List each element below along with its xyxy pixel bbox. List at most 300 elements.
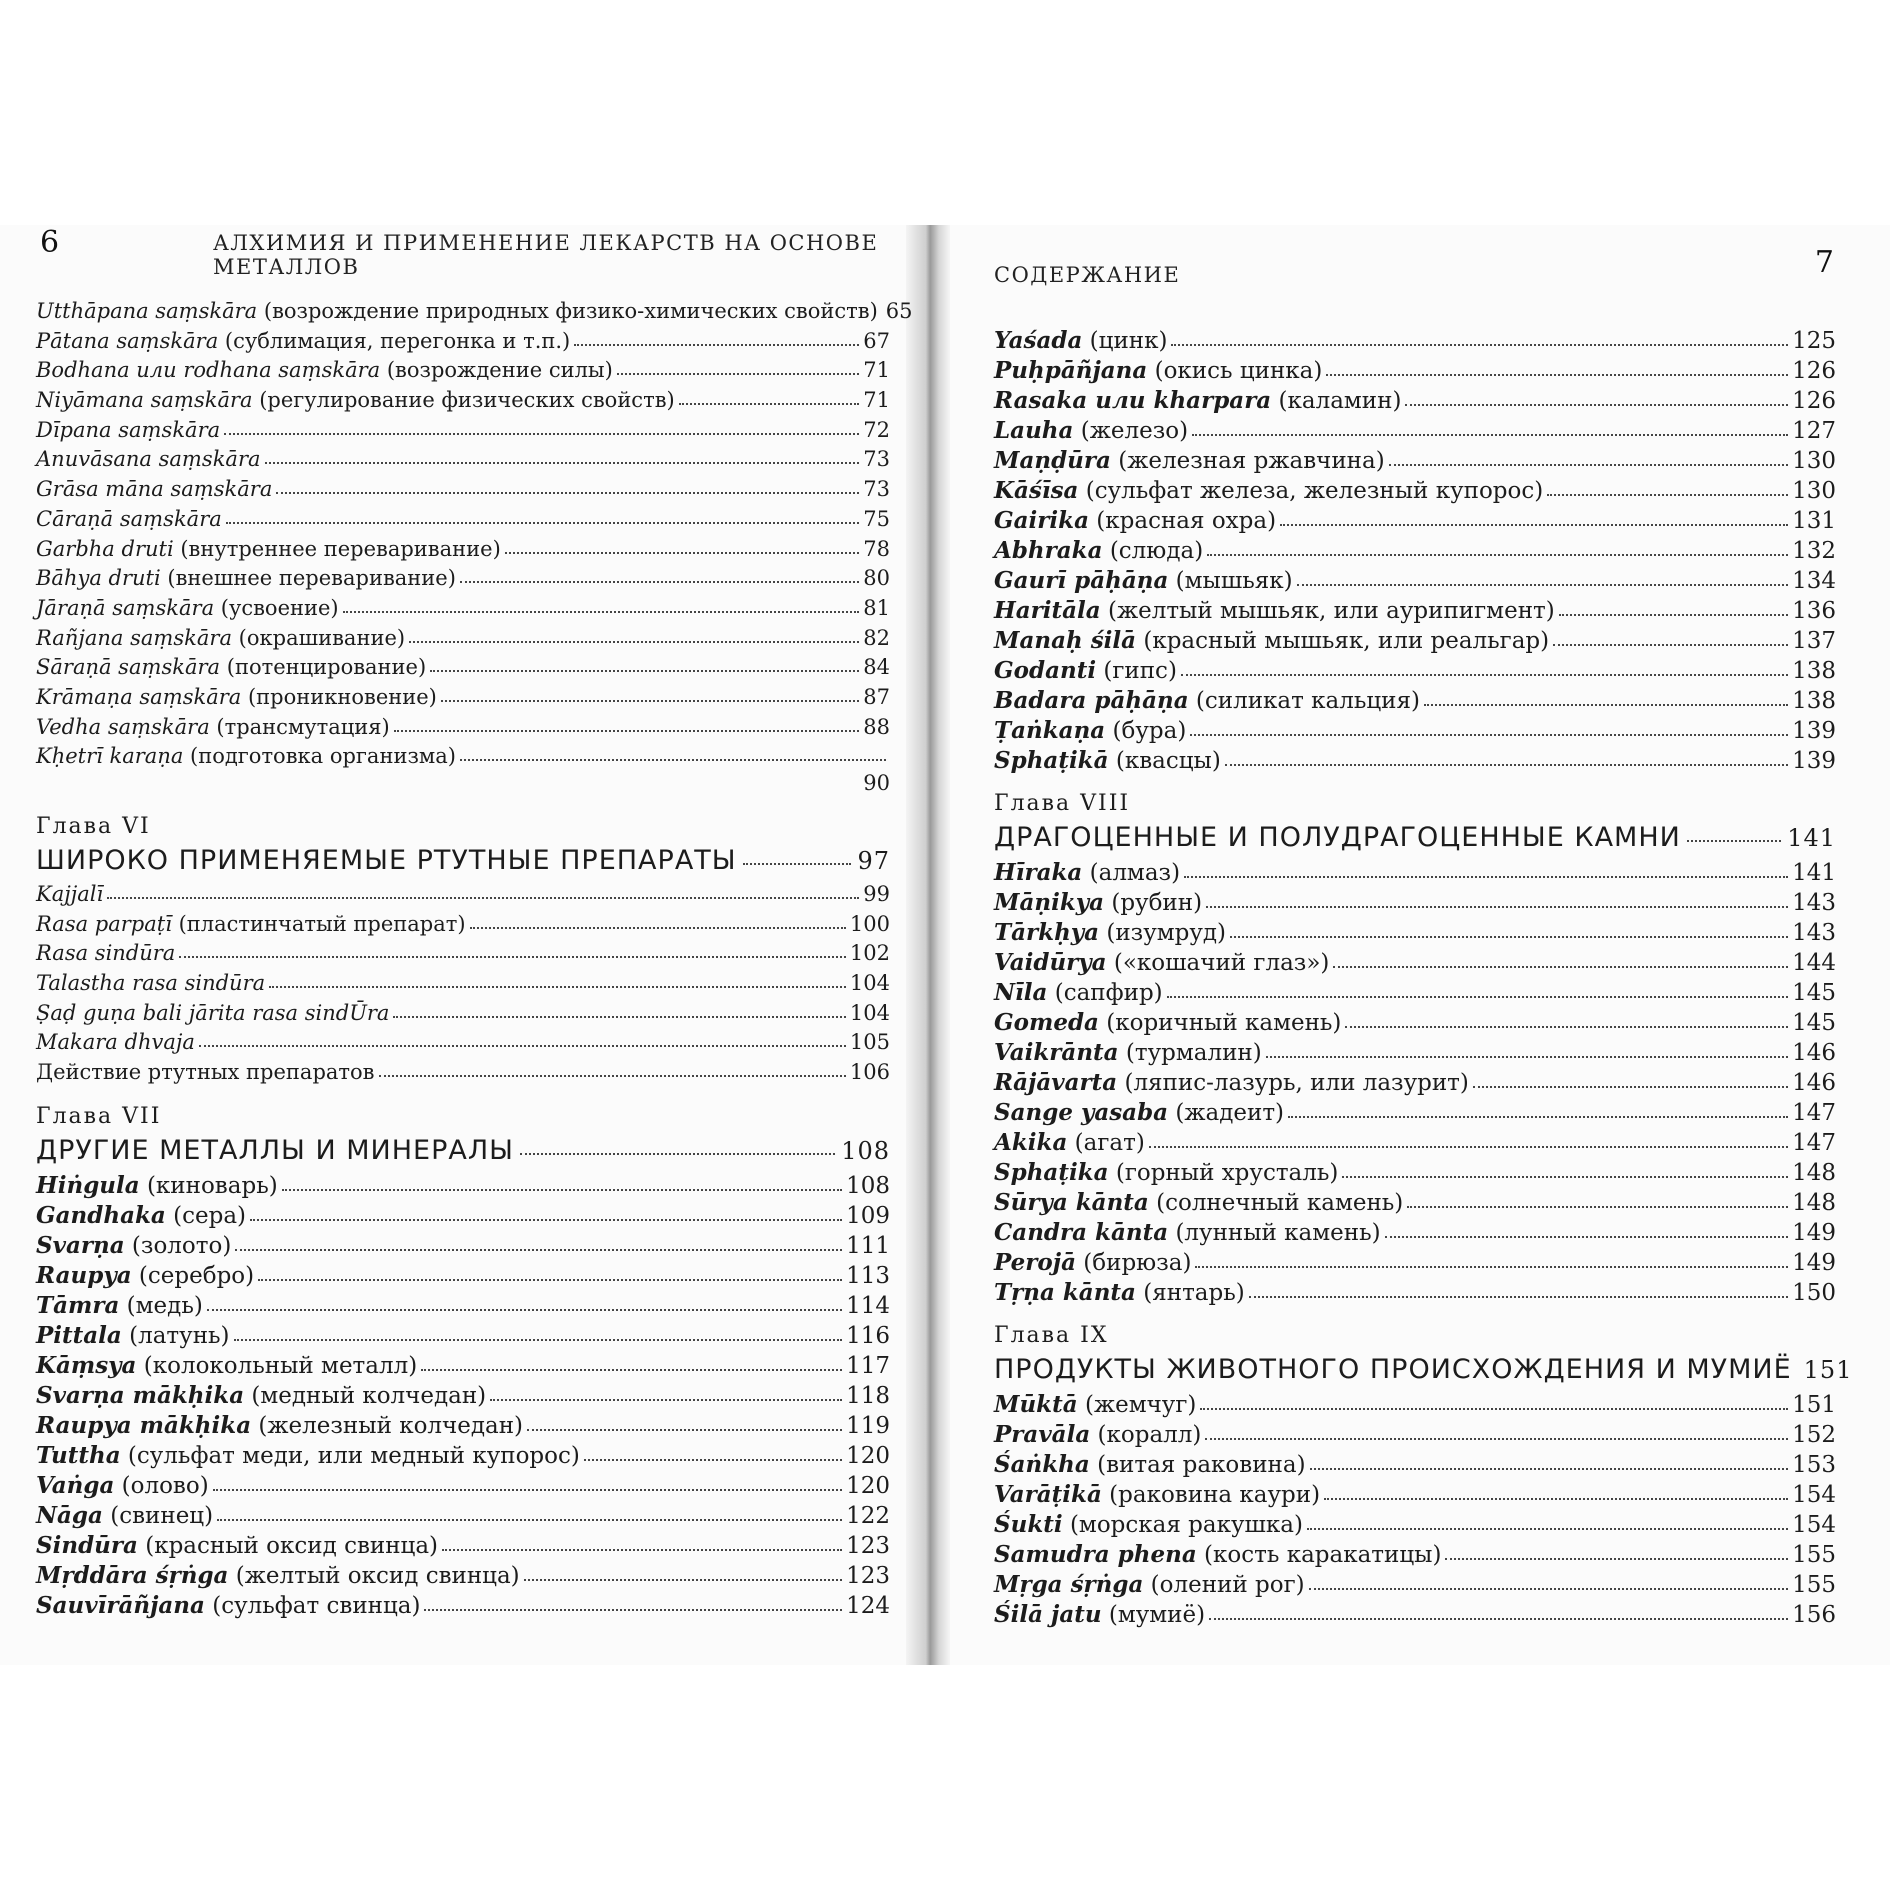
- toc-entry: [994, 945, 1836, 975]
- toc-entry: [36, 1228, 890, 1258]
- entry-note: («кошачий глаз»): [1106, 950, 1330, 976]
- toc-entry: [994, 683, 1836, 713]
- entry-term: Sāraṇā saṃskāra: [36, 655, 221, 680]
- entry-title: [994, 1128, 1145, 1158]
- toc-entry: [994, 713, 1836, 743]
- entry-note: (железо): [1073, 418, 1189, 444]
- entry-term: Tārkḥya: [994, 919, 1100, 946]
- entry-note: (ляпис-лазурь, или лазурит): [1117, 1070, 1469, 1096]
- entry-page: 117: [846, 1352, 890, 1379]
- leader-dots: [574, 323, 859, 346]
- entry-page: 151: [1792, 1392, 1836, 1418]
- entry-note: (усвоение): [214, 595, 339, 620]
- toc-entry: [36, 878, 890, 908]
- entry-note: (пластинчатый препарат): [171, 911, 466, 936]
- entry-page: 148: [1792, 1160, 1836, 1186]
- entry-title: [994, 1450, 1306, 1480]
- entry-term: Jāraṇā saṃskāra: [36, 595, 215, 620]
- entry-page: 130: [1792, 448, 1836, 474]
- chapter-7-continued-entries: [994, 323, 1836, 773]
- entry-page: 67: [863, 328, 890, 353]
- entry-page: 145: [1792, 980, 1836, 1006]
- entry-note: (морская ракушка): [1062, 1512, 1303, 1538]
- leader-dots: [470, 906, 846, 929]
- entry-note: (янтарь): [1135, 1280, 1245, 1306]
- entry-term: Svarṇa mākḥika: [36, 1381, 245, 1409]
- toc-entry: [36, 908, 890, 938]
- entry-term: Kajjalī: [36, 882, 104, 906]
- entry-page: 114: [846, 1292, 890, 1319]
- leader-dots: [584, 1436, 842, 1461]
- entry-page: 153: [1792, 1452, 1836, 1478]
- toc-entry: [994, 915, 1836, 945]
- entry-note: (квасцы): [1108, 748, 1221, 774]
- toc-entry: [994, 1125, 1836, 1155]
- entry-title: [36, 1351, 417, 1381]
- entry-note: (трансмутация): [209, 714, 390, 739]
- entry-note: (цинк): [1082, 328, 1168, 354]
- entry-note: (раковина каури): [1101, 1482, 1321, 1508]
- entry-note: (красный мышьяк, или реальгар): [1136, 628, 1550, 654]
- entry-note: (возрождение силы): [380, 358, 613, 383]
- entry-note: (красная охра): [1088, 508, 1277, 534]
- toc-entry: [994, 1095, 1836, 1125]
- entry-note: (серебро): [131, 1262, 255, 1289]
- entry-page: 143: [1792, 890, 1836, 916]
- toc-entry: [994, 1245, 1836, 1275]
- leader-dots: [1547, 471, 1788, 496]
- chapter-page: 108: [841, 1136, 890, 1165]
- toc-entry: [36, 1468, 890, 1498]
- entry-term: Grāsa māna saṃskāra: [36, 477, 273, 502]
- leader-dots: [250, 1196, 842, 1221]
- leader-dots: [217, 1496, 842, 1521]
- leader-dots: [1149, 1123, 1788, 1148]
- entry-term: Gaurī pāḥāṇa: [994, 567, 1169, 594]
- entry-note: (внешнее переваривание): [160, 566, 456, 591]
- entry-title: [36, 624, 405, 654]
- leader-dots: [1192, 411, 1788, 436]
- entry-note: (каламин): [1271, 388, 1402, 414]
- leader-dots: [490, 1376, 842, 1401]
- entry-term: Abhraka: [994, 537, 1103, 564]
- page-number: 7: [1814, 245, 1834, 280]
- entry-page: 134: [1792, 568, 1836, 594]
- entry-page: 141: [1792, 860, 1836, 886]
- toc-entry: [994, 383, 1836, 413]
- entry-note: (подготовка организма): [183, 744, 456, 769]
- toc-entry: [36, 1528, 890, 1558]
- entry-page: 111: [846, 1232, 890, 1259]
- toc-entry: [994, 1185, 1836, 1215]
- entry-page: 155: [1792, 1542, 1836, 1568]
- chapter-9-label: Глава IX: [994, 1323, 1109, 1348]
- entry-term: Maṇḍūra: [994, 447, 1111, 474]
- entry-title: [994, 596, 1555, 626]
- toc-entry: [994, 743, 1836, 773]
- toc-entry: [36, 740, 890, 770]
- toc-entry: [36, 967, 890, 997]
- toc-entry: [36, 997, 890, 1027]
- leader-dots: [1288, 1093, 1788, 1118]
- entry-page: 104: [849, 971, 890, 996]
- entry-term: Haritāla: [994, 597, 1101, 624]
- chapter-title-text: ДРУГИЕ МЕТАЛЛЫ И МИНЕРАЛЫ: [36, 1134, 514, 1166]
- entry-title: [36, 1321, 230, 1351]
- entry-note: (агат): [1067, 1130, 1145, 1156]
- toc-entry: [994, 443, 1836, 473]
- entry-page: 123: [846, 1562, 890, 1589]
- entry-page: 100: [849, 911, 890, 936]
- entry-title: [994, 1248, 1191, 1278]
- entry-note: (окись цинка): [1147, 358, 1323, 384]
- toc-entry: [994, 1597, 1836, 1627]
- leader-dots: [1206, 883, 1788, 908]
- entry-page: 104: [849, 1000, 890, 1025]
- chapter-page: 97: [857, 847, 890, 875]
- entry-page: 152: [1792, 1422, 1836, 1448]
- toc-entry: [36, 325, 890, 355]
- entry-term: Candra kānta: [994, 1219, 1169, 1246]
- entry-page: 71: [863, 388, 890, 413]
- toc-entry: [36, 1558, 890, 1588]
- entry-term: Śukti: [994, 1511, 1063, 1538]
- entry-title: [36, 1381, 486, 1411]
- leader-dots: [393, 995, 845, 1018]
- toc-entry: [994, 975, 1836, 1005]
- entry-term: Akika: [994, 1129, 1068, 1156]
- toc-entry: [36, 937, 890, 967]
- entry-page: 126: [1792, 358, 1836, 384]
- entry-term: Tṛṇa kānta: [994, 1279, 1136, 1306]
- entry-note: (внутреннее переваривание): [173, 536, 501, 561]
- leader-dots: [1205, 1415, 1788, 1440]
- chapter-7-title: [36, 1130, 890, 1168]
- toc-entry: [36, 1288, 890, 1318]
- entry-note: (изумруд): [1099, 920, 1227, 946]
- leader-dots: [1445, 1535, 1788, 1560]
- leader-dots: [199, 1024, 846, 1047]
- leader-dots: [107, 876, 859, 899]
- entry-page: 143: [1792, 920, 1836, 946]
- chapter-7-entries: [36, 1168, 890, 1618]
- entry-note: (потенцирование): [220, 655, 427, 680]
- entry-term: Manaḥ śilā: [994, 627, 1137, 654]
- entry-term: Sindūra: [36, 1531, 138, 1559]
- entry-note: (желтый оксид свинца): [228, 1562, 520, 1589]
- entry-title: [36, 416, 220, 446]
- entry-term: Makara dhvaja: [36, 1030, 195, 1055]
- entry-note: (силикат кальция): [1188, 688, 1420, 714]
- leader-dots: [1307, 1505, 1788, 1530]
- entry-page: 149: [1792, 1250, 1836, 1276]
- entry-title: [36, 1531, 438, 1561]
- leader-dots: [1225, 741, 1788, 766]
- entry-note: (свинец): [102, 1502, 214, 1529]
- entry-title: [994, 1188, 1403, 1218]
- leader-dots: [234, 1316, 843, 1341]
- entry-title: [994, 1420, 1201, 1450]
- leader-dots: [394, 709, 860, 732]
- entry-page: 124: [846, 1592, 890, 1619]
- entry-term: Garbha druti: [36, 536, 174, 561]
- entry-term: Hiṅgula: [36, 1171, 140, 1199]
- book-gutter: [906, 225, 950, 1665]
- leader-dots: [1181, 651, 1788, 676]
- toc-left: [36, 295, 913, 1619]
- entry-title: [36, 505, 222, 535]
- entry-term: Māṇikya: [994, 889, 1105, 916]
- entry-title: [36, 1471, 209, 1501]
- entry-page: 81: [863, 595, 890, 620]
- leader-dots: [460, 738, 886, 761]
- entry-term: Pātana saṃskāra: [36, 328, 219, 353]
- entry-title: [994, 1038, 1262, 1068]
- entry-term: Rañjana saṃskāra: [36, 625, 232, 650]
- leader-dots: [265, 441, 860, 464]
- entry-title: [994, 918, 1226, 948]
- leader-dots: [379, 1054, 846, 1077]
- running-head: АЛХИМИЯ И ПРИМЕНЕНИЕ ЛЕКАРСТВ НА ОСНОВЕ МЕТАЛЛОВ: [213, 231, 879, 279]
- entry-title: [36, 1058, 375, 1088]
- entry-term: Badara pāḥāṇa: [994, 687, 1189, 714]
- entry-title: [36, 445, 261, 475]
- entry-page: 108: [846, 1172, 890, 1199]
- entry-page: 139: [1792, 748, 1836, 774]
- toc-entry: [994, 1477, 1836, 1507]
- entry-term: Rājāvarta: [994, 1069, 1118, 1096]
- entry-note: (медный колчедан): [244, 1382, 487, 1409]
- entry-term: Sphaṭika: [994, 1159, 1109, 1186]
- toc-entry: [36, 592, 890, 622]
- leader-dots: [1405, 381, 1788, 406]
- entry-title: [36, 653, 426, 683]
- entry-term: Śilā jatu: [994, 1601, 1102, 1628]
- entry-page: 137: [1792, 628, 1836, 654]
- leader-dots: [1687, 813, 1781, 842]
- entry-title: [36, 1591, 420, 1621]
- entry-page: 154: [1792, 1512, 1836, 1538]
- leader-dots: [1200, 1385, 1788, 1410]
- entry-title: [36, 535, 501, 565]
- entry-page: 87: [863, 684, 890, 709]
- entry-title: [994, 536, 1203, 566]
- entry-note: (слюда): [1102, 538, 1204, 564]
- entry-note: (сапфир): [1047, 980, 1163, 1006]
- toc-entry: [36, 384, 890, 414]
- entry-note: (солнечный камень): [1148, 1190, 1404, 1216]
- entry-term: Ṣaḍ guṇa bali jārita rasa sindŪra: [36, 1000, 390, 1025]
- toc-entry: [994, 653, 1836, 683]
- toc-entry: [36, 1498, 890, 1528]
- leader-dots: [213, 1466, 842, 1491]
- leader-dots: [430, 649, 859, 672]
- leader-dots: [343, 590, 860, 613]
- chapter-7-label: Глава VII: [36, 1103, 162, 1129]
- entry-note: (железная ржавчина): [1110, 448, 1385, 474]
- entry-page: 138: [1792, 658, 1836, 684]
- entry-title: [36, 1028, 195, 1058]
- left-page: [18, 225, 913, 1665]
- entry-page: 122: [846, 1502, 890, 1529]
- toc-entry: [994, 1155, 1836, 1185]
- leader-dots: [424, 1586, 842, 1611]
- entry-page: 102: [849, 941, 890, 966]
- leader-dots: [1424, 681, 1788, 706]
- leader-dots: [1385, 1213, 1789, 1238]
- entry-term: Vaikrānta: [994, 1039, 1119, 1066]
- toc-entry: [994, 503, 1836, 533]
- entry-page: 113: [846, 1262, 890, 1289]
- leader-dots: [226, 501, 860, 524]
- entry-page: 147: [1792, 1100, 1836, 1126]
- leader-dots: [1280, 501, 1788, 526]
- entry-page: 109: [846, 1202, 890, 1229]
- leader-dots: [1207, 531, 1788, 556]
- right-page: [990, 225, 1853, 1665]
- leader-dots: [1184, 853, 1788, 878]
- chapter-9-entries: [994, 1387, 1836, 1627]
- leader-dots: [207, 1286, 842, 1311]
- entry-term: Kḥetrī karaṇa: [36, 744, 184, 769]
- entry-note: (лунный камень): [1168, 1220, 1381, 1246]
- leader-dots: [1297, 561, 1788, 586]
- toc-entry: [994, 593, 1836, 623]
- entry-note: (латунь): [121, 1322, 230, 1349]
- toc-entry: [994, 1537, 1836, 1567]
- entry-title: [994, 416, 1188, 446]
- leader-dots: [1559, 591, 1788, 616]
- entry-page: 131: [1792, 508, 1836, 534]
- entry-note: (сульфат свинца): [204, 1592, 421, 1619]
- entry-note: (желтый мышьяк, или аурипигмент): [1100, 598, 1555, 624]
- entry-term: Bāhya druti: [36, 566, 161, 591]
- entry-term: Tāmra: [36, 1291, 120, 1319]
- page-number: 6: [40, 225, 60, 260]
- entry-page: 149: [1792, 1220, 1836, 1246]
- entry-page: 65: [885, 299, 913, 323]
- leader-dots: [235, 1226, 842, 1251]
- entry-page: 106: [849, 1060, 890, 1085]
- entry-term: Lauha: [994, 417, 1074, 444]
- leader-dots: [276, 471, 859, 494]
- toc-entry: [994, 533, 1836, 563]
- entry-note: (рубин): [1104, 890, 1203, 916]
- entry-title: [994, 1158, 1338, 1188]
- entry-term: Vaidūrya: [994, 949, 1107, 976]
- entry-term: Ṭaṅkaṇa: [994, 717, 1106, 744]
- entry-page: 78: [863, 536, 890, 561]
- entry-title: [36, 939, 175, 969]
- entry-page: 72: [863, 417, 890, 442]
- entry-term: Cāraṇā saṃskāra: [36, 506, 222, 531]
- entry-title: [994, 978, 1163, 1008]
- entry-page: 118: [846, 1382, 890, 1409]
- entry-page: 71: [863, 358, 890, 383]
- leader-dots: [441, 679, 859, 702]
- entry-page: 156: [1792, 1602, 1836, 1628]
- leader-dots: [617, 352, 859, 375]
- entry-title: [36, 1411, 523, 1441]
- entry-page: 130: [1792, 478, 1836, 504]
- entry-page: 154: [1792, 1482, 1836, 1508]
- leader-dots: [1324, 1475, 1788, 1500]
- leader-dots: [1389, 441, 1788, 466]
- entry-page: 155: [1792, 1572, 1836, 1598]
- entry-page: 145: [1792, 1010, 1836, 1036]
- toc-entry: [36, 1056, 890, 1086]
- entry-page: 73: [863, 447, 890, 472]
- leader-dots: [282, 1166, 842, 1191]
- entry-title: [994, 1510, 1303, 1540]
- entry-note: (витая раковина): [1089, 1452, 1306, 1478]
- leader-dots: [1195, 1243, 1788, 1268]
- toc-right: [994, 323, 1853, 1628]
- entry-note: (колокольный металл): [136, 1352, 418, 1379]
- entry-title: [994, 1480, 1320, 1510]
- leader-dots: [409, 620, 859, 643]
- entry-term: Vaṅga: [36, 1471, 115, 1499]
- entry-title: [36, 356, 613, 386]
- leader-dots: [743, 836, 852, 865]
- entry-term: Sphaṭikā: [994, 747, 1109, 774]
- entry-title: [994, 656, 1177, 686]
- chapter-8-label: Глава VIII: [994, 791, 1131, 816]
- toc-entry: [994, 1035, 1836, 1065]
- entry-term: Perojā: [994, 1249, 1076, 1276]
- entry-title: [36, 594, 339, 624]
- entry-page: 125: [1792, 328, 1836, 354]
- toc-entry: [994, 1275, 1836, 1305]
- entry-note: (гипс): [1096, 658, 1177, 684]
- leader-dots: [1333, 943, 1788, 968]
- chapter-8-entries: [994, 855, 1836, 1305]
- leader-dots: [442, 1526, 842, 1551]
- entry-title: [994, 1278, 1245, 1308]
- leader-dots: [679, 382, 860, 405]
- entry-term: Kāśīsa: [994, 477, 1079, 504]
- toc-entry: [994, 1567, 1836, 1597]
- leader-dots: [520, 1126, 835, 1155]
- leader-dots: [258, 1256, 842, 1281]
- toc-entry: [36, 1198, 890, 1228]
- toc-entry: [994, 1065, 1836, 1095]
- entry-page: 127: [1792, 418, 1836, 444]
- entry-term: Dīpana saṃskāra: [36, 417, 221, 442]
- toc-entry: [36, 1168, 890, 1198]
- entry-term: Utthāpana saṃskāra: [36, 299, 258, 323]
- entry-note: (красный оксид свинца): [137, 1532, 439, 1559]
- leader-dots: [460, 560, 859, 583]
- chapter-9-title: [994, 1349, 1853, 1387]
- entry-note: (окрашивание): [231, 625, 406, 650]
- trailing-page-number: 90: [863, 771, 890, 795]
- entry-page: 136: [1792, 598, 1836, 624]
- entry-note: (киноварь): [139, 1172, 278, 1199]
- toc-entry: [36, 1258, 890, 1288]
- toc-entry: [994, 1005, 1836, 1035]
- entry-page: 82: [863, 625, 890, 650]
- entry-page: 132: [1792, 538, 1836, 564]
- leader-dots: [421, 1346, 842, 1371]
- leader-dots: [527, 1406, 842, 1431]
- entry-term: Sauvīrāñjana: [36, 1591, 205, 1619]
- leader-dots: [1309, 1565, 1789, 1590]
- leader-dots: [1209, 1595, 1788, 1620]
- leader-dots: [1407, 1183, 1788, 1208]
- leader-dots: [1473, 1063, 1788, 1088]
- toc-entry: [36, 1318, 890, 1348]
